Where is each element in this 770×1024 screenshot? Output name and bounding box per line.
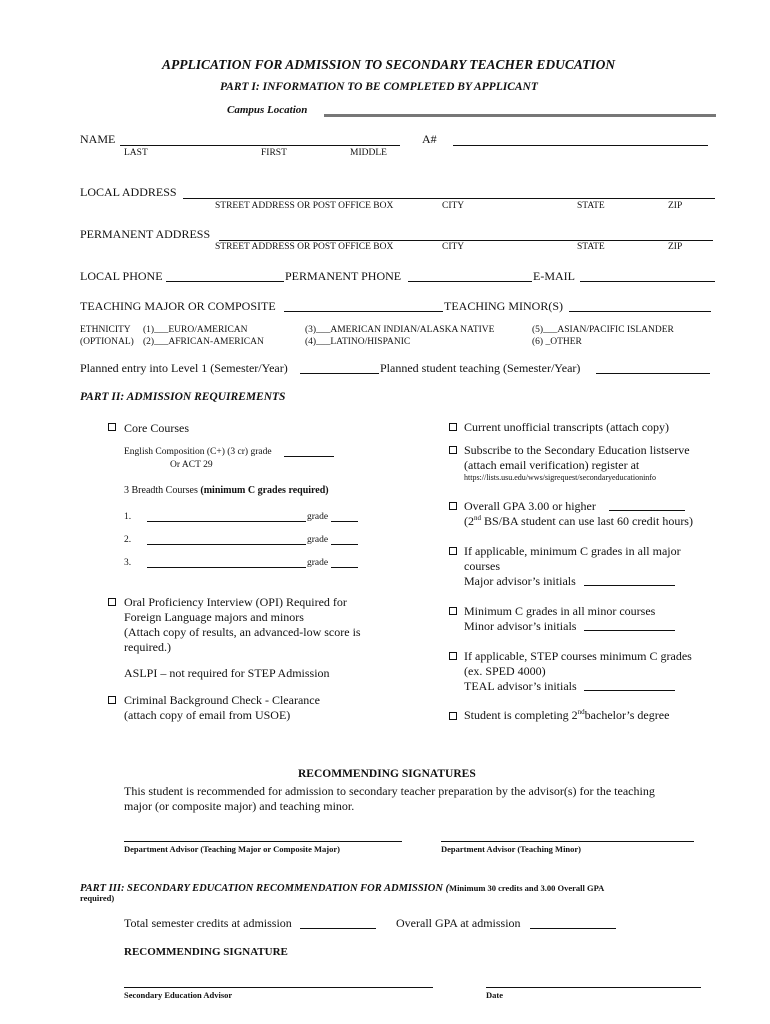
local-address-label: LOCAL ADDRESS [80, 185, 177, 199]
admission-gpa-label: Overall GPA at admission [396, 916, 521, 930]
planned-teaching-label: Planned student teaching (Semester/Year) [380, 361, 581, 375]
listserve-text: (attach email verification) register at [464, 458, 640, 472]
admission-gpa-field[interactable] [530, 928, 616, 929]
core-courses-checkbox[interactable] [108, 423, 116, 431]
zip-label: ZIP [668, 242, 683, 252]
transcripts-text: Current unofficial transcripts (attach copy) [464, 420, 670, 434]
act-label: Or ACT 29 [170, 460, 213, 470]
part1-heading: PART I: INFORMATION TO BE COMPLETED BY APPLICANT [220, 81, 538, 93]
breadth-number: 2. [124, 535, 132, 545]
optional-label: (OPTIONAL) [80, 337, 134, 347]
minor-grades-checkbox[interactable] [449, 607, 457, 615]
recommendation-text: This student is recommended for admission to secondary teacher preparation by the advisor(s) for the teaching [124, 784, 655, 798]
name-field[interactable] [120, 145, 400, 146]
breadth-number: 3. [124, 558, 132, 568]
breadth-course-1-field[interactable] [147, 521, 306, 522]
english-comp-label: English Composition (C+) (3 cr) grade [124, 447, 272, 457]
ethnicity-option-4[interactable]: (4)___LATINO/HISPANIC [305, 337, 411, 347]
total-credits-label: Total semester credits at admission [124, 916, 292, 930]
zip-label: ZIP [668, 201, 683, 211]
part3-heading: PART III: SECONDARY EDUCATION RECOMMENDATION FOR ADMISSION (Minimum 30 credits and 3.00 Overall GPA [80, 883, 605, 894]
major-grades-text: If applicable, minimum C grades in all major [464, 544, 681, 558]
campus-field[interactable] [324, 114, 716, 117]
total-credits-field[interactable] [300, 928, 376, 929]
opi-checkbox[interactable] [108, 598, 116, 606]
first-label: FIRST [261, 148, 287, 158]
grade-label: grade [307, 535, 329, 545]
background-check-text: Criminal Background Check - Clearance [124, 693, 320, 707]
major-advisor-signature-field[interactable] [124, 841, 402, 842]
street-label: STREET ADDRESS OR POST OFFICE BOX [215, 201, 394, 211]
minor-field[interactable] [569, 311, 711, 312]
breadth-grade-1-field[interactable] [331, 521, 358, 522]
ethnicity-label: ETHNICITY [80, 325, 131, 335]
breadth-number: 1. [124, 512, 132, 522]
major-advisor-label: Department Advisor (Teaching Major or Composite Major) [124, 844, 340, 854]
name-label: NAME [80, 132, 116, 146]
part3-heading-cont: required) [80, 893, 115, 903]
opi-text: Foreign Language majors and minors [124, 610, 304, 624]
recommendation-text: major (or composite major) and teaching minor. [124, 799, 355, 813]
aslpi-text: ASLPI – not required for STEP Admission [124, 666, 330, 680]
sec-ed-advisor-label: Secondary Education Advisor [124, 990, 233, 1000]
teal-initials-field[interactable] [584, 690, 675, 691]
part2-heading: PART II: ADMISSION REQUIREMENTS [80, 391, 286, 403]
second-degree-checkbox[interactable] [449, 712, 457, 720]
major-initials-field[interactable] [584, 585, 675, 586]
major-grades-text: courses [464, 559, 500, 573]
local-address-field[interactable] [183, 198, 715, 199]
local-phone-label: LOCAL PHONE [80, 269, 163, 283]
major-initials-label: Major advisor’s initials [464, 574, 576, 588]
planned-entry-label: Planned entry into Level 1 (Semester/Year) [80, 361, 288, 375]
gpa-note: (2nd BS/BA student can use last 60 credit hours) [464, 514, 693, 528]
state-label: STATE [577, 201, 605, 211]
email-label: E-MAIL [533, 269, 575, 283]
opi-text: (Attach copy of results, an advanced-low score is [124, 625, 361, 639]
ethnicity-option-5[interactable]: (5)___ASIAN/PACIFIC ISLANDER [532, 325, 674, 335]
permanent-address-field[interactable] [219, 240, 713, 241]
ethnicity-option-6[interactable]: (6) _OTHER [532, 337, 582, 347]
opi-text: required.) [124, 640, 171, 654]
english-grade-field[interactable] [284, 456, 334, 457]
breadth-courses-label: 3 Breadth Courses (minimum C grades required) [124, 485, 329, 496]
minor-label: TEACHING MINOR(S) [444, 299, 563, 313]
permanent-phone-field[interactable] [408, 281, 532, 282]
breadth-course-2-field[interactable] [147, 544, 306, 545]
city-label: CITY [442, 201, 465, 211]
teal-initials-label: TEAL advisor’s initials [464, 679, 577, 693]
planned-entry-field[interactable] [300, 373, 379, 374]
gpa-text: Overall GPA 3.00 or higher [464, 499, 596, 513]
gpa-checkbox[interactable] [449, 502, 457, 510]
listserve-checkbox[interactable] [449, 446, 457, 454]
core-courses-label: Core Courses [124, 421, 189, 435]
campus-label: Campus Location [227, 104, 308, 116]
city-label: CITY [442, 242, 465, 252]
permanent-address-label: PERMANENT ADDRESS [80, 227, 211, 241]
form-title: APPLICATION FOR ADMISSION TO SECONDARY TEACHER EDUCATION [162, 57, 616, 72]
ethnicity-option-1[interactable]: (1)___EURO/AMERICAN [143, 325, 248, 335]
minor-initials-label: Minor advisor’s initials [464, 619, 577, 633]
major-label: TEACHING MAJOR OR COMPOSITE [80, 299, 276, 313]
last-label: LAST [124, 148, 148, 158]
listserve-link[interactable]: https://lists.usu.edu/wws/sigrequest/secondaryeducationinfo [464, 473, 656, 482]
a-number-label: A# [422, 132, 437, 146]
sec-ed-advisor-signature-field[interactable] [124, 987, 433, 988]
minor-grades-text: Minimum C grades in all minor courses [464, 604, 656, 618]
grade-label: grade [307, 512, 329, 522]
second-degree-text: Student is completing 2ndbachelor’s degree [464, 708, 670, 722]
minor-advisor-label: Department Advisor (Teaching Minor) [441, 844, 582, 854]
ethnicity-option-2[interactable]: (2)___AFRICAN-AMERICAN [143, 337, 264, 347]
step-text: If applicable, STEP courses minimum C grades [464, 649, 692, 663]
a-number-field[interactable] [453, 145, 708, 146]
breadth-grade-3-field[interactable] [331, 567, 358, 568]
permanent-phone-label: PERMANENT PHONE [285, 269, 402, 283]
recommending-signatures-heading: RECOMMENDING SIGNATURES [298, 768, 476, 780]
listserve-text: Subscribe to the Secondary Education listserve [464, 443, 690, 457]
breadth-course-3-field[interactable] [147, 567, 306, 568]
email-field[interactable] [580, 281, 715, 282]
ethnicity-option-3[interactable]: (3)___AMERICAN INDIAN/ALASKA NATIVE [305, 325, 495, 335]
state-label: STATE [577, 242, 605, 252]
gpa-field[interactable] [609, 510, 685, 511]
grade-label: grade [307, 558, 329, 568]
date-field[interactable] [486, 987, 701, 988]
transcripts-checkbox[interactable] [449, 423, 457, 431]
street-label: STREET ADDRESS OR POST OFFICE BOX [215, 242, 394, 252]
background-check-text: (attach copy of email from USOE) [124, 708, 291, 722]
major-field[interactable] [284, 311, 443, 312]
local-phone-field[interactable] [166, 281, 284, 282]
middle-label: MIDDLE [350, 148, 387, 158]
minor-initials-field[interactable] [584, 630, 675, 631]
recommending-signature-heading: RECOMMENDING SIGNATURE [124, 946, 288, 958]
step-text: (ex. SPED 4000) [464, 664, 546, 678]
opi-text: Oral Proficiency Interview (OPI) Required for [124, 595, 347, 609]
date-label: Date [486, 990, 503, 1000]
planned-teaching-field[interactable] [596, 373, 710, 374]
background-check-checkbox[interactable] [108, 696, 116, 704]
step-checkbox[interactable] [449, 652, 457, 660]
minor-advisor-signature-field[interactable] [441, 841, 694, 842]
major-grades-checkbox[interactable] [449, 547, 457, 555]
breadth-grade-2-field[interactable] [331, 544, 358, 545]
